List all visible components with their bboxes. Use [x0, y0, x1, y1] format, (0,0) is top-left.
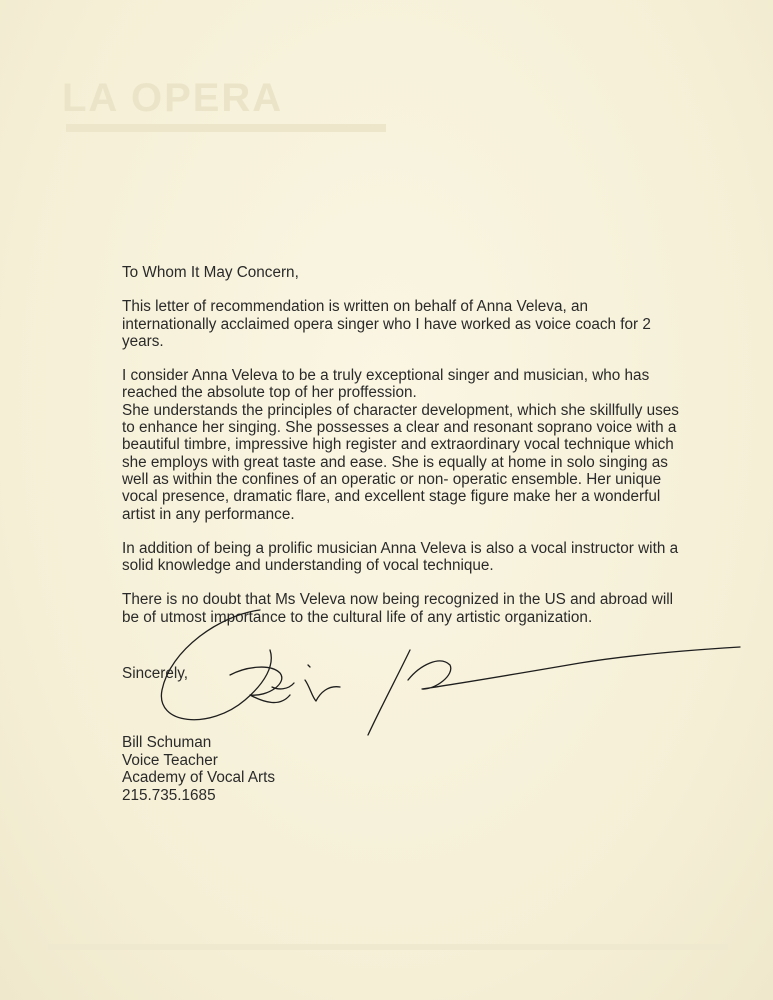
signer-name: Bill Schuman	[122, 734, 212, 751]
signer-block	[122, 734, 275, 804]
signer-title: Voice Teacher	[122, 751, 218, 769]
letter-paragraph: This letter of recommendation is written on behalf of Anna Veleva, an internationally acclaimed opera singer who I have worked as voice coach for 2 years.	[122, 298, 651, 350]
handwritten-signature	[150, 595, 750, 745]
letterhead-logo: LA OPERA	[62, 76, 284, 120]
letterhead-tagline-faint	[66, 124, 386, 132]
letter-paragraph: She understands the principles of character development, which she skillfully uses to enhance her singing. She possesses a clear and resonant soprano voice with a beautiful timbre, impressive high register and extraordinary vocal technique which she employs with great taste and ease. She is equally at home in solo singing as well as within the confines of an operatic or non- operatic ensemble. Her unique vocal presence, dramatic flare, and excellent stage figure make her a wonderful artist in any performance.	[122, 401, 679, 523]
letter-body	[122, 264, 682, 626]
letter-paragraph: In addition of being a prolific musician Anna Veleva is also a vocal instructor with a solid knowledge and understanding of vocal technique.	[122, 539, 679, 575]
letter-greeting: To Whom It May Concern,	[122, 264, 299, 281]
signer-phone: 215.735.1685	[122, 786, 216, 804]
letter-paragraph: I consider Anna Veleva to be a truly exceptional singer and musician, who has reached the absolute top of her proffession.	[122, 367, 650, 402]
letter-closing: Sincerely,	[122, 665, 189, 682]
letterhead-footer-faint	[48, 944, 728, 950]
letter-paragraph: There is no doubt that Ms Veleva now being recognized in the US and abroad will be of utmost importance to the cultural life of any artistic organization.	[122, 591, 674, 626]
signer-organization: Academy of Vocal Arts	[122, 769, 276, 787]
